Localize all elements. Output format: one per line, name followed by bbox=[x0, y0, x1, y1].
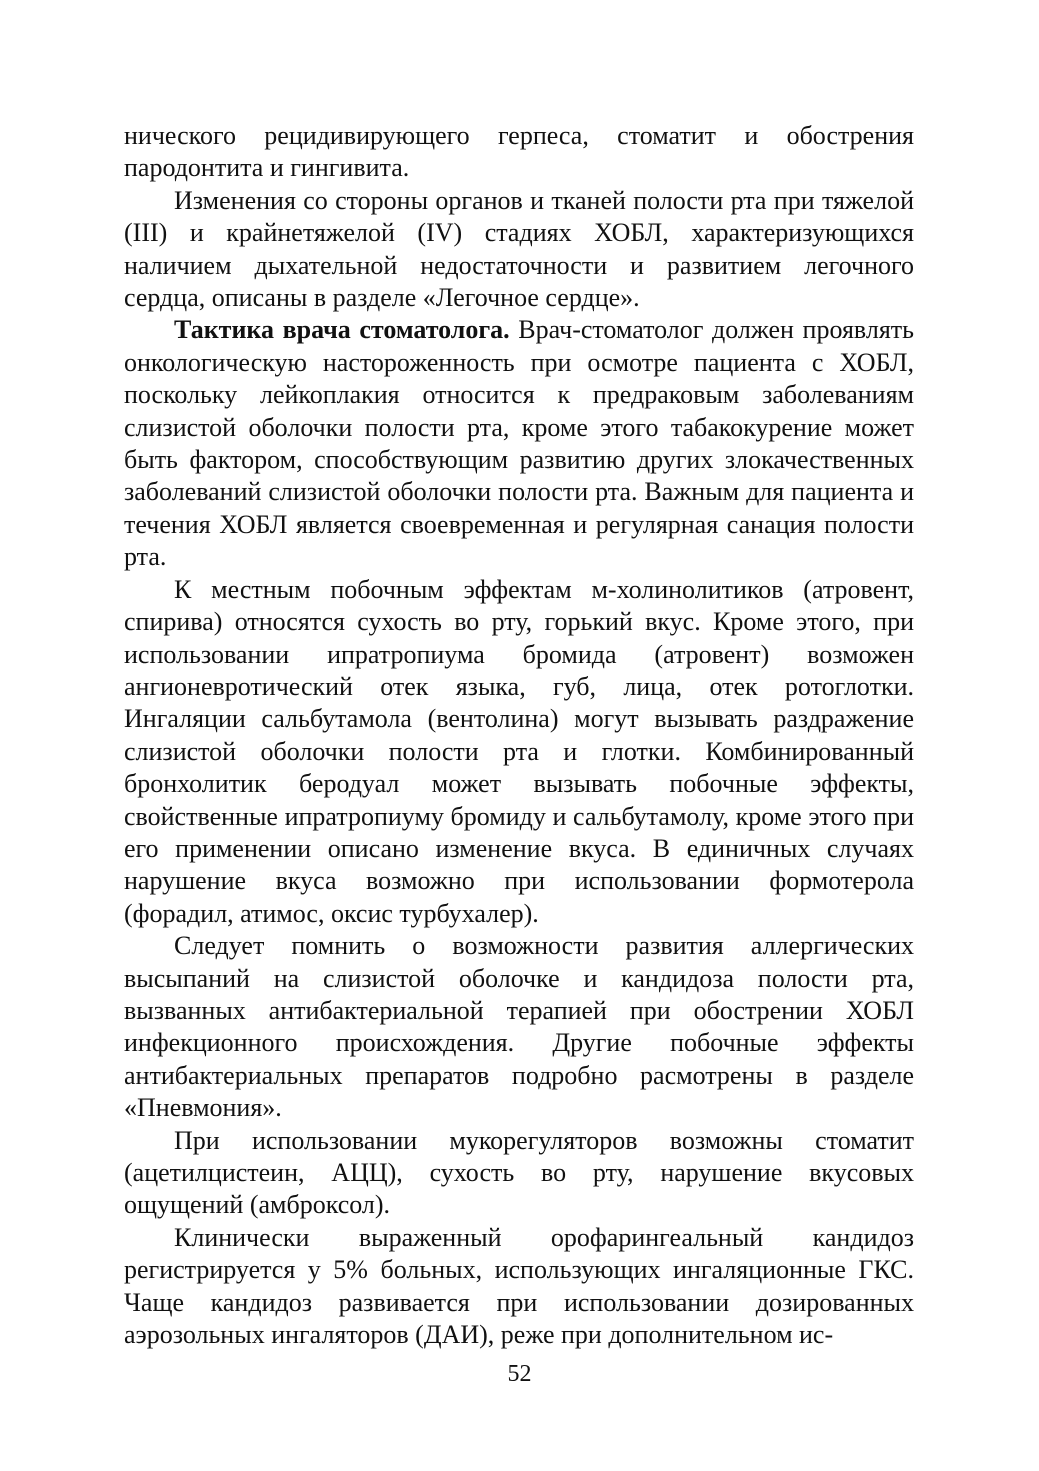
paragraph-copd-severe-stages: Изменения со стороны органов и тканей полости рта при тяжелой (III) и крайнетяжелой (IV) стадиях ХОБЛ, характеризующихся наличием дыхательной недостаточности и развитием легочного сердца, описаны в разделе «Легочное сердце». bbox=[124, 185, 914, 313]
paragraph-allergic-reactions: Следует помнить о возможности развития аллергических высыпаний на слизистой оболочке и кандидоза полости рта, вызванных антибактериальной терапией при обострении ХОБЛ инфекционного происхождения. Другие побочные эффекты антибактериальных препаратов подробно расмотрены в разделе «Пневмония». bbox=[124, 931, 914, 1123]
paragraph-candidiasis: Клинически выраженный орофарингеальный кандидоз регистрируется у 5% больных, использующих ингаляционные ГКС. Чаще кандидоз развивается при использовании дозированных аэрозольных ингаляторов (ДАИ), реже при дополнительном ис- bbox=[124, 1222, 914, 1350]
paragraph-text: Врач-стоматолог должен проявлять онкологическую настороженность при осмотре пациента с ХОБЛ, поскольку лейкоплакия относится к предраковым заболеваниям слизистой оболочки полости рта, кроме этого табакокурение может быть фактором, способствующим развитию других злокачественных заболеваний слизистой оболочки полости рта. Важным для пациента и течения ХОБЛ является своевременная и регулярная санация полости рта. bbox=[124, 315, 914, 572]
page-number: 52 bbox=[507, 1361, 532, 1387]
page-body bbox=[124, 120, 914, 1351]
paragraph-anticholinergic-effects: К местным побочным эффектам м-холинолитиков (атровент, спирива) относятся сухость во рту, горький вкус. Кроме этого, при использовании ипратропиума бромида (атровент) возможен ангионевротический отек языка, губ, лица, отек ротоглотки. Ингаляции сальбутамола (вентолина) могут вызывать раздражение слизистой оболочки полости рта и глотки. Комбинированный бронхолитик беродуал может вызывать побочные эффекты, свойственные ипратропиуму бромиду и сальбутамолу, кроме этого при его применении описано изменение вкуса. В единичных случаях нарушение вкуса возможно при использовании формотерола (форадил, атимос, оксис турбухалер). bbox=[124, 574, 914, 928]
paragraph-dentist-tactics bbox=[124, 314, 914, 573]
paragraph-continuation: нического рецидивирующего герпеса, стоматит и обострения пародонтита и гингивита. bbox=[124, 121, 914, 183]
paragraph-heading: Тактика врача стоматолога. bbox=[174, 315, 510, 345]
paragraph-mucoregulators: При использовании мукорегуляторов возможны стоматит (ацетилцистеин, АЦЦ), сухость во рту, нарушение вкусовых ощущений (амброксол). bbox=[124, 1125, 914, 1220]
